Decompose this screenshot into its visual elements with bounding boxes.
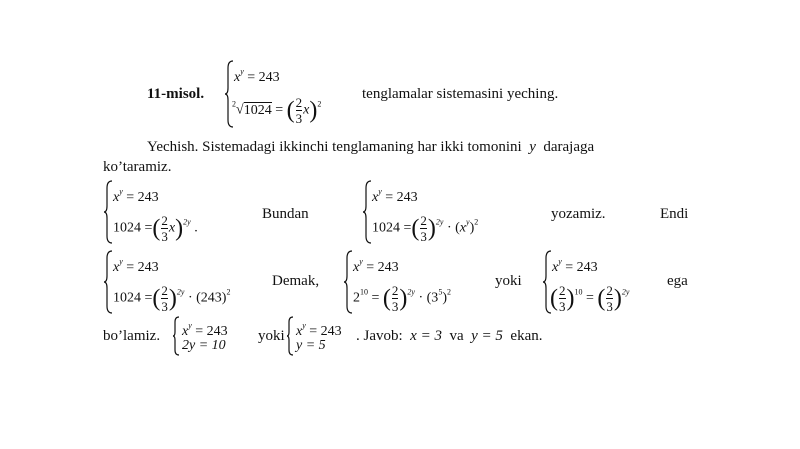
brace-icon <box>103 250 113 314</box>
word-bolamiz: bo’lamiz. <box>103 328 161 344</box>
system-5-row-2: $2^{10}$ = ( $\frac{2}{3}$ )$^{2y} \cdot (3^5)^2$ <box>353 283 451 314</box>
system-7-row-1: $x^y = 243$ <box>182 321 228 339</box>
system-5-row-1: $x^y = 243$ <box>353 257 399 275</box>
system-7-row-2: 2y = 10 <box>182 338 226 353</box>
equation-system-5 <box>343 250 493 320</box>
equation-system-6 <box>542 250 662 320</box>
equation-system-7 <box>172 316 252 358</box>
word-endi: Endi <box>660 206 689 222</box>
brace-icon <box>343 250 353 314</box>
solution-line-2: ko’taramiz. <box>103 159 172 175</box>
system-3-row-1: $x^y = 243$ <box>372 187 418 205</box>
answer-line: . Javob: x = 3 va y = 5 ekan. <box>356 328 543 344</box>
brace-icon <box>362 180 372 244</box>
word-bundan: Bundan <box>262 206 309 222</box>
system-6-row-2: ( $\frac{2}{3}$ )$^{10}$ = ( $\frac{2}{3}$ )$^{2y}$ <box>550 283 630 314</box>
word-ega: ega <box>667 273 688 289</box>
example-label: 11-misol. <box>147 86 205 102</box>
brace-icon <box>103 180 113 244</box>
word-demak: Demak, <box>272 273 320 289</box>
system-4-row-2: 1024 =( $\frac{2}{3}$ )$^{2y} \cdot (243)^2$ <box>113 283 231 314</box>
system-8-row-2: y = 5 <box>296 338 326 353</box>
equation-system-1 <box>224 60 354 130</box>
brace-icon <box>286 316 294 356</box>
task-text: tenglamalar sistemasini yeching. <box>362 86 559 102</box>
solution-line-1: Yechish. Sistemadagi ikkinchi tenglamaning har ikki tomonini y darajaga <box>147 139 595 155</box>
system-2-row-1: $x^y = 243$ <box>113 187 159 205</box>
system-1-row-2: $^2$√1024 = ( $\frac{2}{3}$ x)$^2$ <box>232 95 322 126</box>
word-yoki: yoki <box>495 273 522 289</box>
brace-icon <box>172 316 180 356</box>
equation-system-2 <box>103 180 233 250</box>
system-8-row-1: $x^y = 243$ <box>296 321 342 339</box>
system-6-row-1: $x^y = 243$ <box>552 257 598 275</box>
equation-system-8 <box>286 316 366 358</box>
system-1-row-1: $x^y = 243$ <box>234 67 280 85</box>
word-yoki-2: yoki <box>258 328 285 344</box>
system-3-row-2: 1024 =( $\frac{2}{3}$ )$^{2y} \cdot (x^y)^2$ <box>372 213 479 244</box>
system-4-row-1: $x^y = 243$ <box>113 257 159 275</box>
word-yozamiz: yozamiz. <box>551 206 606 222</box>
equation-system-3 <box>362 180 522 250</box>
system-2-row-2: 1024 =( $\frac{2}{3}$ x)$^{2y}$ . <box>113 213 198 244</box>
equation-system-4 <box>103 250 263 320</box>
